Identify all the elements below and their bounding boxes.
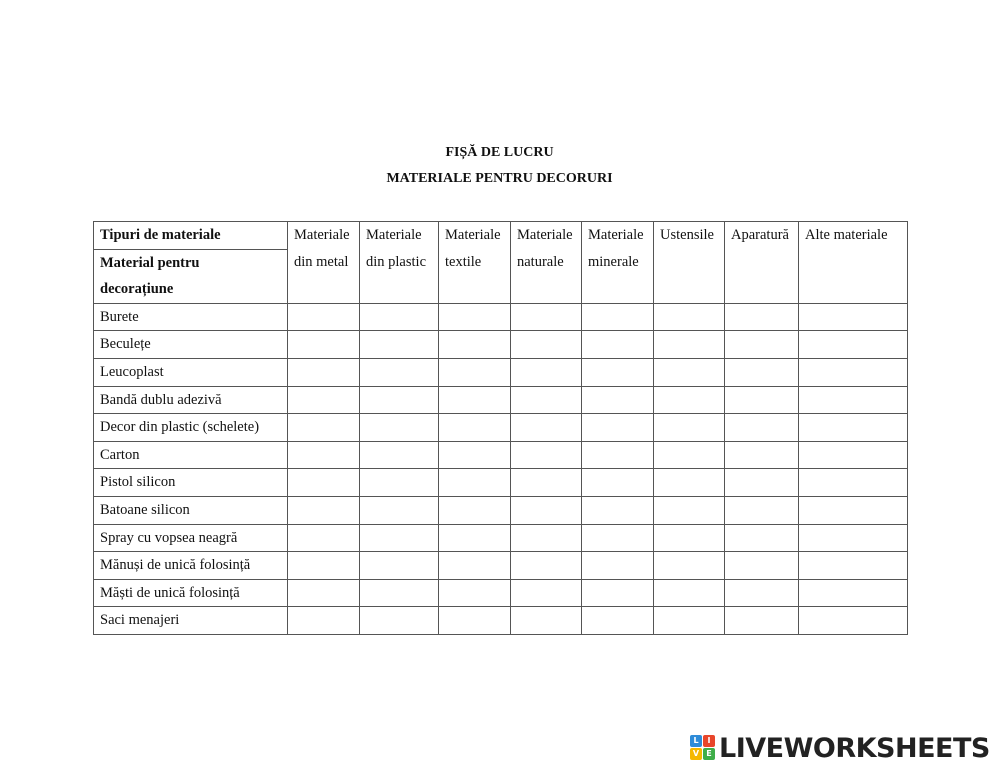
answer-cell[interactable] (725, 303, 799, 331)
answer-cell[interactable] (439, 579, 511, 607)
answer-cell[interactable] (799, 524, 908, 552)
answer-cell[interactable] (725, 386, 799, 414)
table-row (94, 552, 908, 580)
logo-square: I (703, 735, 715, 747)
worksheet-subtitle: MATERIALE PENTRU DECORURI (386, 171, 613, 186)
answer-cell[interactable] (511, 469, 582, 497)
answer-cell[interactable] (288, 524, 360, 552)
answer-cell[interactable] (654, 386, 725, 414)
material-name-cell: Decor din plastic (schelete) (94, 414, 288, 442)
answer-cell[interactable] (511, 441, 582, 469)
answer-cell[interactable] (654, 331, 725, 359)
answer-cell[interactable] (439, 358, 511, 386)
table-row (94, 358, 908, 386)
answer-cell[interactable] (288, 441, 360, 469)
answer-cell[interactable] (582, 331, 654, 359)
answer-cell[interactable] (288, 303, 360, 331)
answer-cell[interactable] (582, 579, 654, 607)
answer-cell[interactable] (439, 331, 511, 359)
materials-table (93, 221, 908, 635)
material-name-cell: Carton (94, 441, 288, 469)
column-header-natural: Materiale naturale (511, 222, 582, 304)
header-row-1 (94, 222, 908, 250)
material-name-cell: Măști de unică folosință (94, 579, 288, 607)
table-row (94, 386, 908, 414)
table-row (94, 524, 908, 552)
answer-cell[interactable] (288, 386, 360, 414)
answer-cell[interactable] (439, 386, 511, 414)
answer-cell[interactable] (288, 358, 360, 386)
material-name-cell: Pistol silicon (94, 469, 288, 497)
material-name-cell: Mănuși de unică folosință (94, 552, 288, 580)
table-row (94, 414, 908, 442)
answer-cell[interactable] (654, 524, 725, 552)
logo-square: E (703, 748, 715, 760)
material-name-cell: Bandă dublu adezivă (94, 386, 288, 414)
answer-cell[interactable] (511, 579, 582, 607)
answer-cell[interactable] (439, 496, 511, 524)
answer-cell[interactable] (582, 414, 654, 442)
answer-cell[interactable] (439, 414, 511, 442)
answer-cell[interactable] (654, 552, 725, 580)
answer-cell[interactable] (511, 386, 582, 414)
answer-cell[interactable] (288, 579, 360, 607)
answer-cell[interactable] (582, 358, 654, 386)
answer-cell[interactable] (360, 331, 439, 359)
answer-cell[interactable] (725, 607, 799, 635)
column-header-tools: Ustensile (654, 222, 725, 304)
answer-cell[interactable] (654, 607, 725, 635)
column-header-mineral: Materiale minerale (582, 222, 654, 304)
answer-cell[interactable] (360, 607, 439, 635)
answer-cell[interactable] (654, 303, 725, 331)
answer-cell[interactable] (439, 552, 511, 580)
answer-cell[interactable] (288, 607, 360, 635)
logo-cubes-icon (690, 735, 716, 761)
answer-cell[interactable] (360, 469, 439, 497)
answer-cell[interactable] (288, 469, 360, 497)
answer-cell[interactable] (511, 524, 582, 552)
answer-cell[interactable] (725, 552, 799, 580)
answer-cell[interactable] (582, 441, 654, 469)
answer-cell[interactable] (360, 496, 439, 524)
material-name-cell: Beculețe (94, 331, 288, 359)
column-header-plastic: Materiale din plastic (360, 222, 439, 304)
answer-cell[interactable] (654, 579, 725, 607)
answer-cell[interactable] (725, 331, 799, 359)
answer-cell[interactable] (511, 496, 582, 524)
table-row (94, 441, 908, 469)
answer-cell[interactable] (582, 303, 654, 331)
answer-cell[interactable] (654, 358, 725, 386)
answer-cell[interactable] (654, 496, 725, 524)
answer-cell[interactable] (799, 303, 908, 331)
logo-text: LIVEWORKSHEETS (719, 732, 990, 764)
table-row (94, 579, 908, 607)
table-row (94, 496, 908, 524)
answer-cell[interactable] (439, 607, 511, 635)
answer-cell[interactable] (511, 331, 582, 359)
answer-cell[interactable] (654, 441, 725, 469)
answer-cell[interactable] (360, 579, 439, 607)
material-name-cell: Spray cu vopsea neagră (94, 524, 288, 552)
answer-cell[interactable] (582, 607, 654, 635)
answer-cell[interactable] (511, 303, 582, 331)
material-name-cell: Burete (94, 303, 288, 331)
answer-cell[interactable] (725, 414, 799, 442)
answer-cell[interactable] (799, 607, 908, 635)
answer-cell[interactable] (725, 469, 799, 497)
answer-cell[interactable] (360, 414, 439, 442)
answer-cell[interactable] (799, 579, 908, 607)
material-name-cell: Leucoplast (94, 358, 288, 386)
answer-cell[interactable] (725, 441, 799, 469)
answer-cell[interactable] (799, 496, 908, 524)
answer-cell[interactable] (654, 469, 725, 497)
answer-cell[interactable] (725, 358, 799, 386)
answer-cell[interactable] (799, 358, 908, 386)
answer-cell[interactable] (360, 303, 439, 331)
answer-cell[interactable] (582, 386, 654, 414)
material-name-cell: Batoane silicon (94, 496, 288, 524)
column-header-textile: Materiale textile (439, 222, 511, 304)
column-header-devices: Aparatură (725, 222, 799, 304)
answer-cell[interactable] (799, 552, 908, 580)
answer-cell[interactable] (439, 441, 511, 469)
answer-cell[interactable] (799, 441, 908, 469)
answer-cell[interactable] (799, 386, 908, 414)
answer-cell[interactable] (288, 496, 360, 524)
answer-cell[interactable] (582, 469, 654, 497)
answer-cell[interactable] (511, 552, 582, 580)
answer-cell[interactable] (725, 496, 799, 524)
logo-square: V (690, 748, 702, 760)
column-header-metal: Materiale din metal (288, 222, 360, 304)
table-row (94, 607, 908, 635)
answer-cell[interactable] (511, 414, 582, 442)
answer-cell[interactable] (439, 469, 511, 497)
answer-cell[interactable] (288, 414, 360, 442)
worksheet-title: FIȘĂ DE LUCRU (445, 145, 554, 160)
answer-cell[interactable] (360, 358, 439, 386)
answer-cell[interactable] (360, 524, 439, 552)
column-header-other: Alte materiale (799, 222, 908, 304)
table-row (94, 331, 908, 359)
answer-cell[interactable] (725, 579, 799, 607)
answer-cell[interactable] (799, 469, 908, 497)
answer-cell[interactable] (582, 552, 654, 580)
answer-cell[interactable] (360, 441, 439, 469)
logo-square: L (690, 735, 702, 747)
answer-cell[interactable] (582, 524, 654, 552)
answer-cell[interactable] (360, 552, 439, 580)
answer-cell[interactable] (360, 386, 439, 414)
answer-cell[interactable] (654, 414, 725, 442)
liveworksheets-logo (690, 730, 990, 766)
answer-cell[interactable] (799, 414, 908, 442)
header-material-cell: Material pentru decorațiune (94, 249, 288, 303)
answer-cell[interactable] (439, 524, 511, 552)
answer-cell[interactable] (511, 607, 582, 635)
answer-cell[interactable] (288, 552, 360, 580)
answer-cell[interactable] (582, 496, 654, 524)
material-name-cell: Saci menajeri (94, 607, 288, 635)
header-types-cell: Tipuri de materiale (94, 222, 288, 250)
table-row (94, 469, 908, 497)
answer-cell[interactable] (799, 331, 908, 359)
answer-cell[interactable] (511, 358, 582, 386)
table-row (94, 303, 908, 331)
answer-cell[interactable] (725, 524, 799, 552)
answer-cell[interactable] (288, 331, 360, 359)
answer-cell[interactable] (439, 303, 511, 331)
